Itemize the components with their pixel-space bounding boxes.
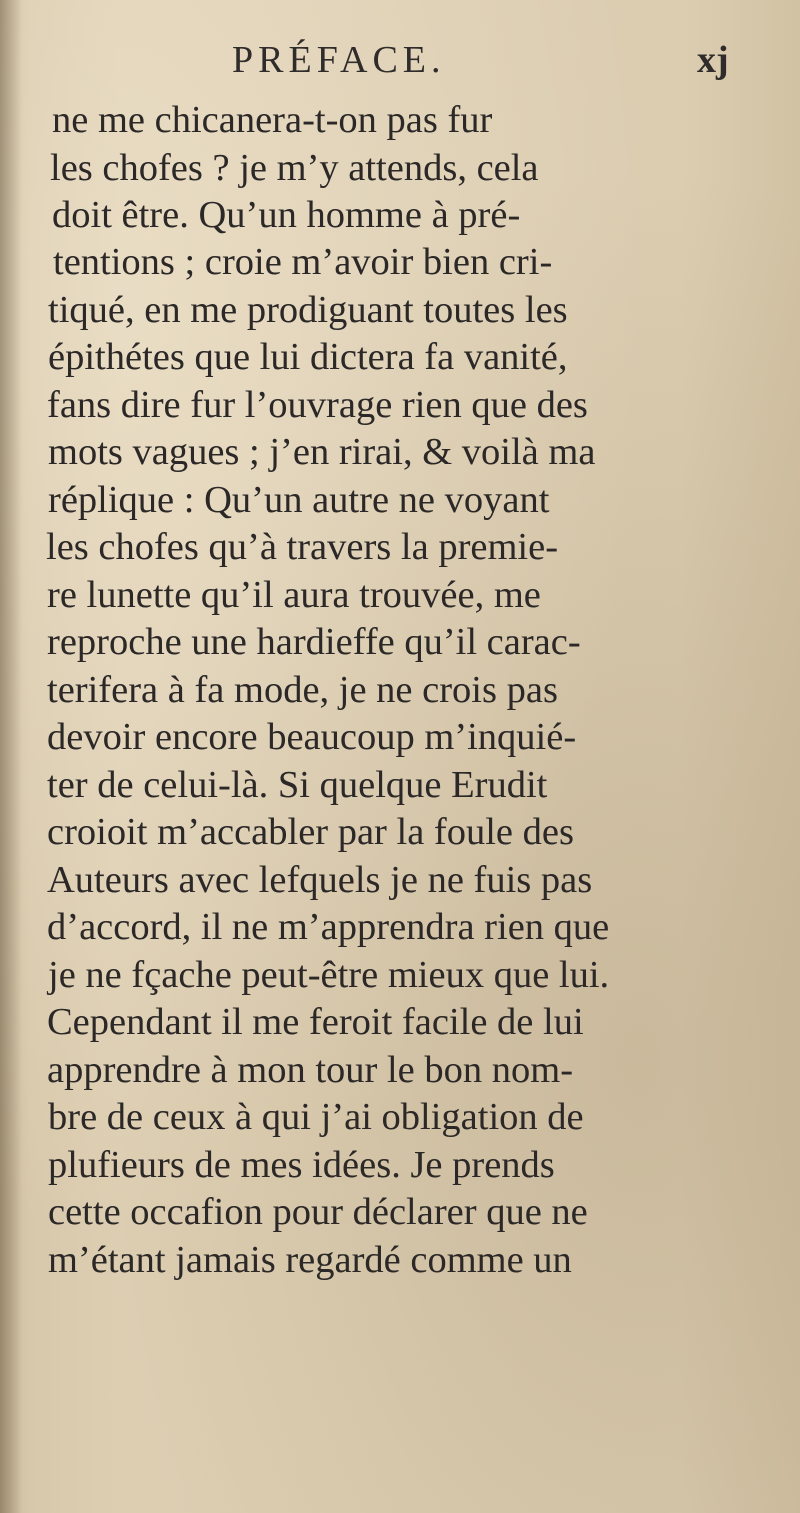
text-line-15: ter de celui-là. Si quelque Erudit xyxy=(47,764,548,806)
text-line-8: mots vagues ; j’en rirai, & voilà ma xyxy=(48,431,596,473)
text-line-3: doit être. Qu’un homme à pré- xyxy=(52,194,521,236)
text-line-16: croioit m’accabler par la foule des xyxy=(47,811,574,853)
page-gutter-shadow xyxy=(0,0,22,1513)
page-number: xj xyxy=(697,39,729,81)
text-line-4: tentions ; croie m’avoir bien cri- xyxy=(53,241,553,283)
text-line-1: ne me chicanera-t-on pas fur xyxy=(52,99,493,141)
text-line-14: devoir encore beaucoup m’inquié- xyxy=(47,716,577,758)
text-line-13: terifera à fa mode, je ne crois pas xyxy=(47,669,558,711)
text-line-2: les chofes ? je m’y attends, cela xyxy=(50,147,539,189)
text-line-5: tiqué, en me prodiguant toutes les xyxy=(48,289,568,331)
text-line-6: épithétes que lui dictera fa vanité, xyxy=(48,336,568,378)
page-header xyxy=(0,38,800,98)
text-line-12: reproche une hardieffe qu’il carac- xyxy=(47,621,581,663)
text-line-11: re lunette qu’il aura trouvée, me xyxy=(47,574,541,616)
text-line-24: cette occafion pour déclarer que ne xyxy=(48,1191,588,1233)
text-line-17: Auteurs avec lefquels je ne fuis pas xyxy=(47,859,593,901)
text-line-19: je ne fçache peut-être mieux que lui. xyxy=(48,954,610,996)
text-line-22: bre de ceux à qui j’ai obligation de xyxy=(48,1096,584,1138)
text-line-23: plufieurs de mes idées. Je prends xyxy=(48,1144,555,1186)
text-line-10: les chofes qu’à travers la premie- xyxy=(46,526,559,568)
text-line-9: réplique : Qu’un autre ne voyant xyxy=(48,479,550,521)
text-line-18: d’accord, il ne m’apprendra rien que xyxy=(47,906,610,948)
text-line-7: fans dire fur l’ouvrage rien que des xyxy=(47,384,588,426)
text-line-20: Cependant il me feroit facile de lui xyxy=(47,1001,584,1043)
text-line-25: m’étant jamais regardé comme un xyxy=(48,1239,572,1281)
running-title: PRÉFACE. xyxy=(232,39,446,81)
text-line-21: apprendre à mon tour le bon nom- xyxy=(47,1049,574,1091)
